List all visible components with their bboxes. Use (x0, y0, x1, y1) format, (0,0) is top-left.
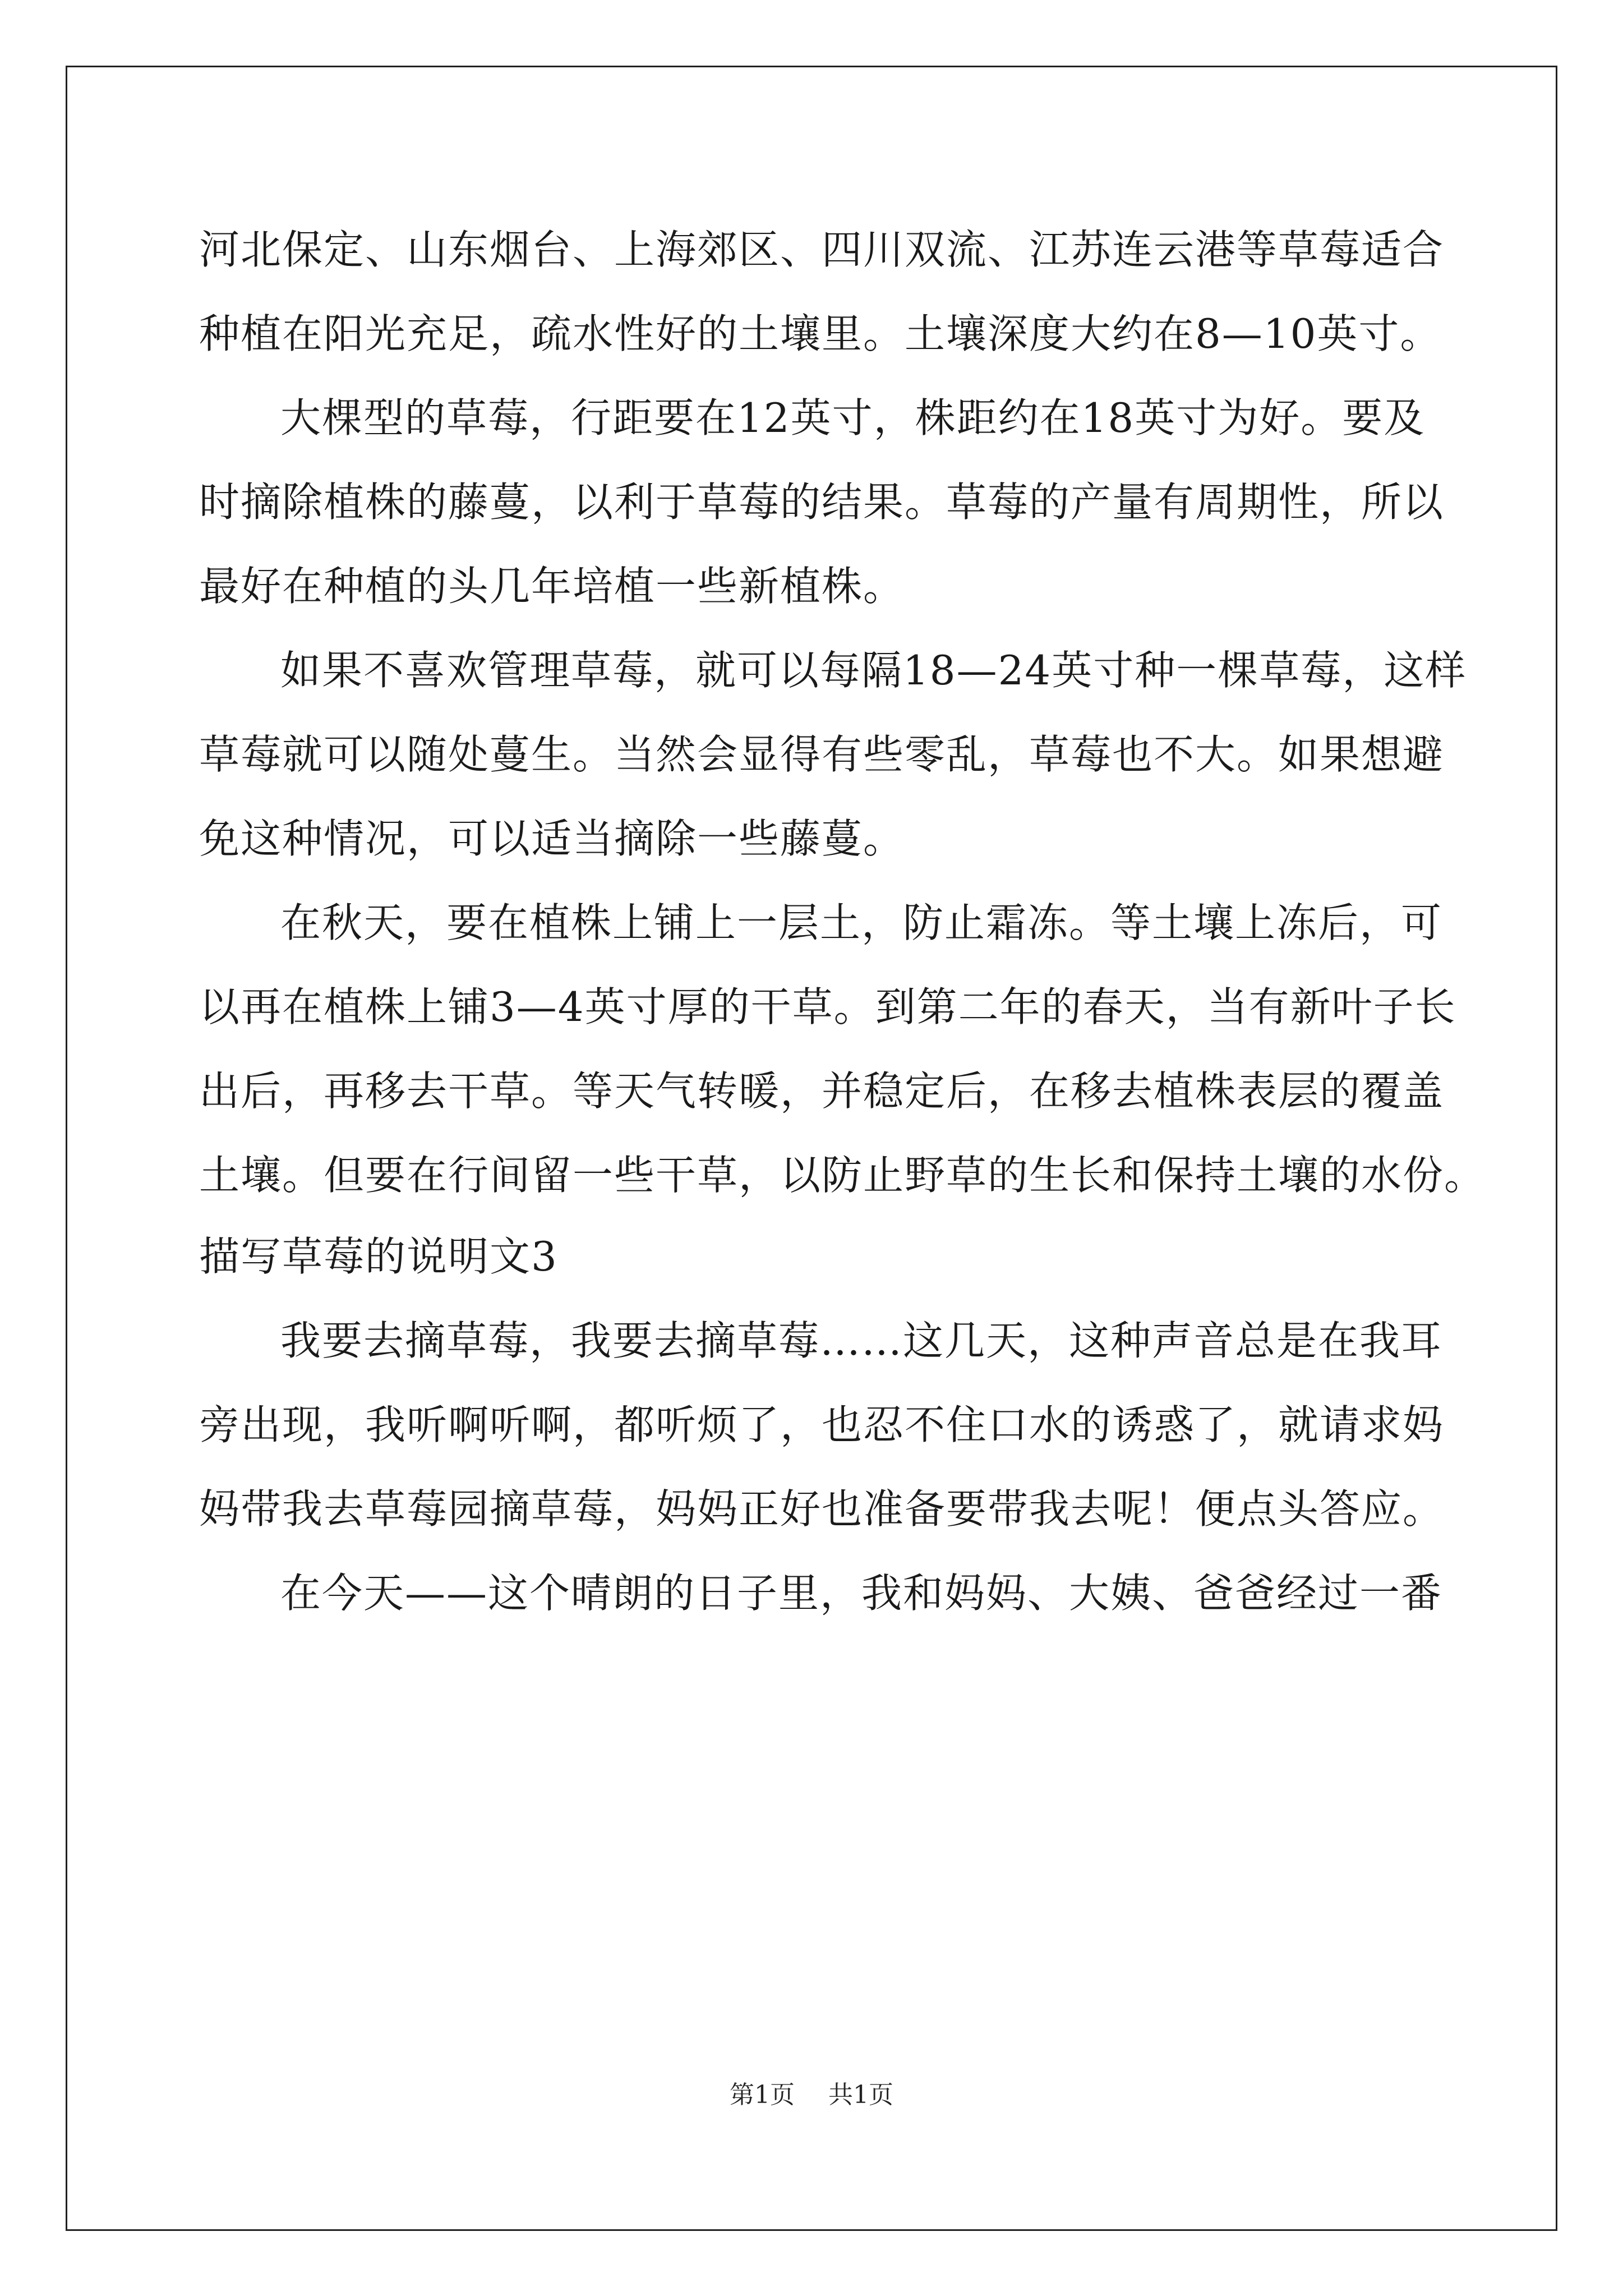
text-line: 以再在植株上铺3—4英寸厚的干草。到第二年的春天，当有新叶子长 (199, 983, 1456, 1030)
text-line: 草莓就可以随处蔓生。当然会显得有些零乱，草莓也不大。如果想避 (199, 731, 1445, 778)
text-line: 我要去摘草莓，我要去摘草莓……这几天，这种声音总是在我耳 (280, 1317, 1443, 1364)
page-footer (0, 2078, 1623, 2112)
text-line: 种植在阳光充足，疏水性好的土壤里。土壤深度大约在8—10英寸。 (199, 310, 1442, 357)
text-line: 最好在种植的头几年培植一些新植株。 (199, 563, 905, 610)
text-line: 出后，再移去干草。等天气转暖，并稳定后，在移去植株表层的覆盖 (199, 1068, 1445, 1115)
text-line: 免这种情况，可以适当摘除一些藤蔓。 (199, 815, 905, 862)
page-number: 第1页 (730, 2081, 795, 2109)
page-total: 共1页 (828, 2081, 893, 2109)
text-line: 在今天——这个晴朗的日子里，我和妈妈、大姨、爸爸经过一番 (280, 1570, 1443, 1617)
text-line: 大棵型的草莓，行距要在12英寸，株距约在18英寸为好。要及 (280, 394, 1426, 441)
text-line: 土壤。但要在行间留一些干草，以防止野草的生长和保持土壤的水份。 (199, 1152, 1486, 1199)
text-line: 河北保定、山东烟台、上海郊区、四川双流、江苏连云港等草莓适合 (199, 226, 1445, 273)
text-line: 旁出现，我听啊听啊，都听烦了，也忍不住口水的诱惑了，就请求妈 (199, 1401, 1445, 1448)
section-heading: 描写草莓的说明文3 (199, 1233, 558, 1280)
text-line: 时摘除植株的藤蔓，以利于草莓的结果。草莓的产量有周期性，所以 (199, 478, 1445, 526)
text-line: 在秋天，要在植株上铺上一层土，防止霜冻。等土壤上冻后，可 (280, 899, 1443, 946)
text-line: 如果不喜欢管理草莓，就可以每隔18—24英寸种一棵草莓，这样 (280, 647, 1467, 694)
text-line: 妈带我去草莓园摘草莓，妈妈正好也准备要带我去呢！便点头答应。 (199, 1485, 1445, 1533)
